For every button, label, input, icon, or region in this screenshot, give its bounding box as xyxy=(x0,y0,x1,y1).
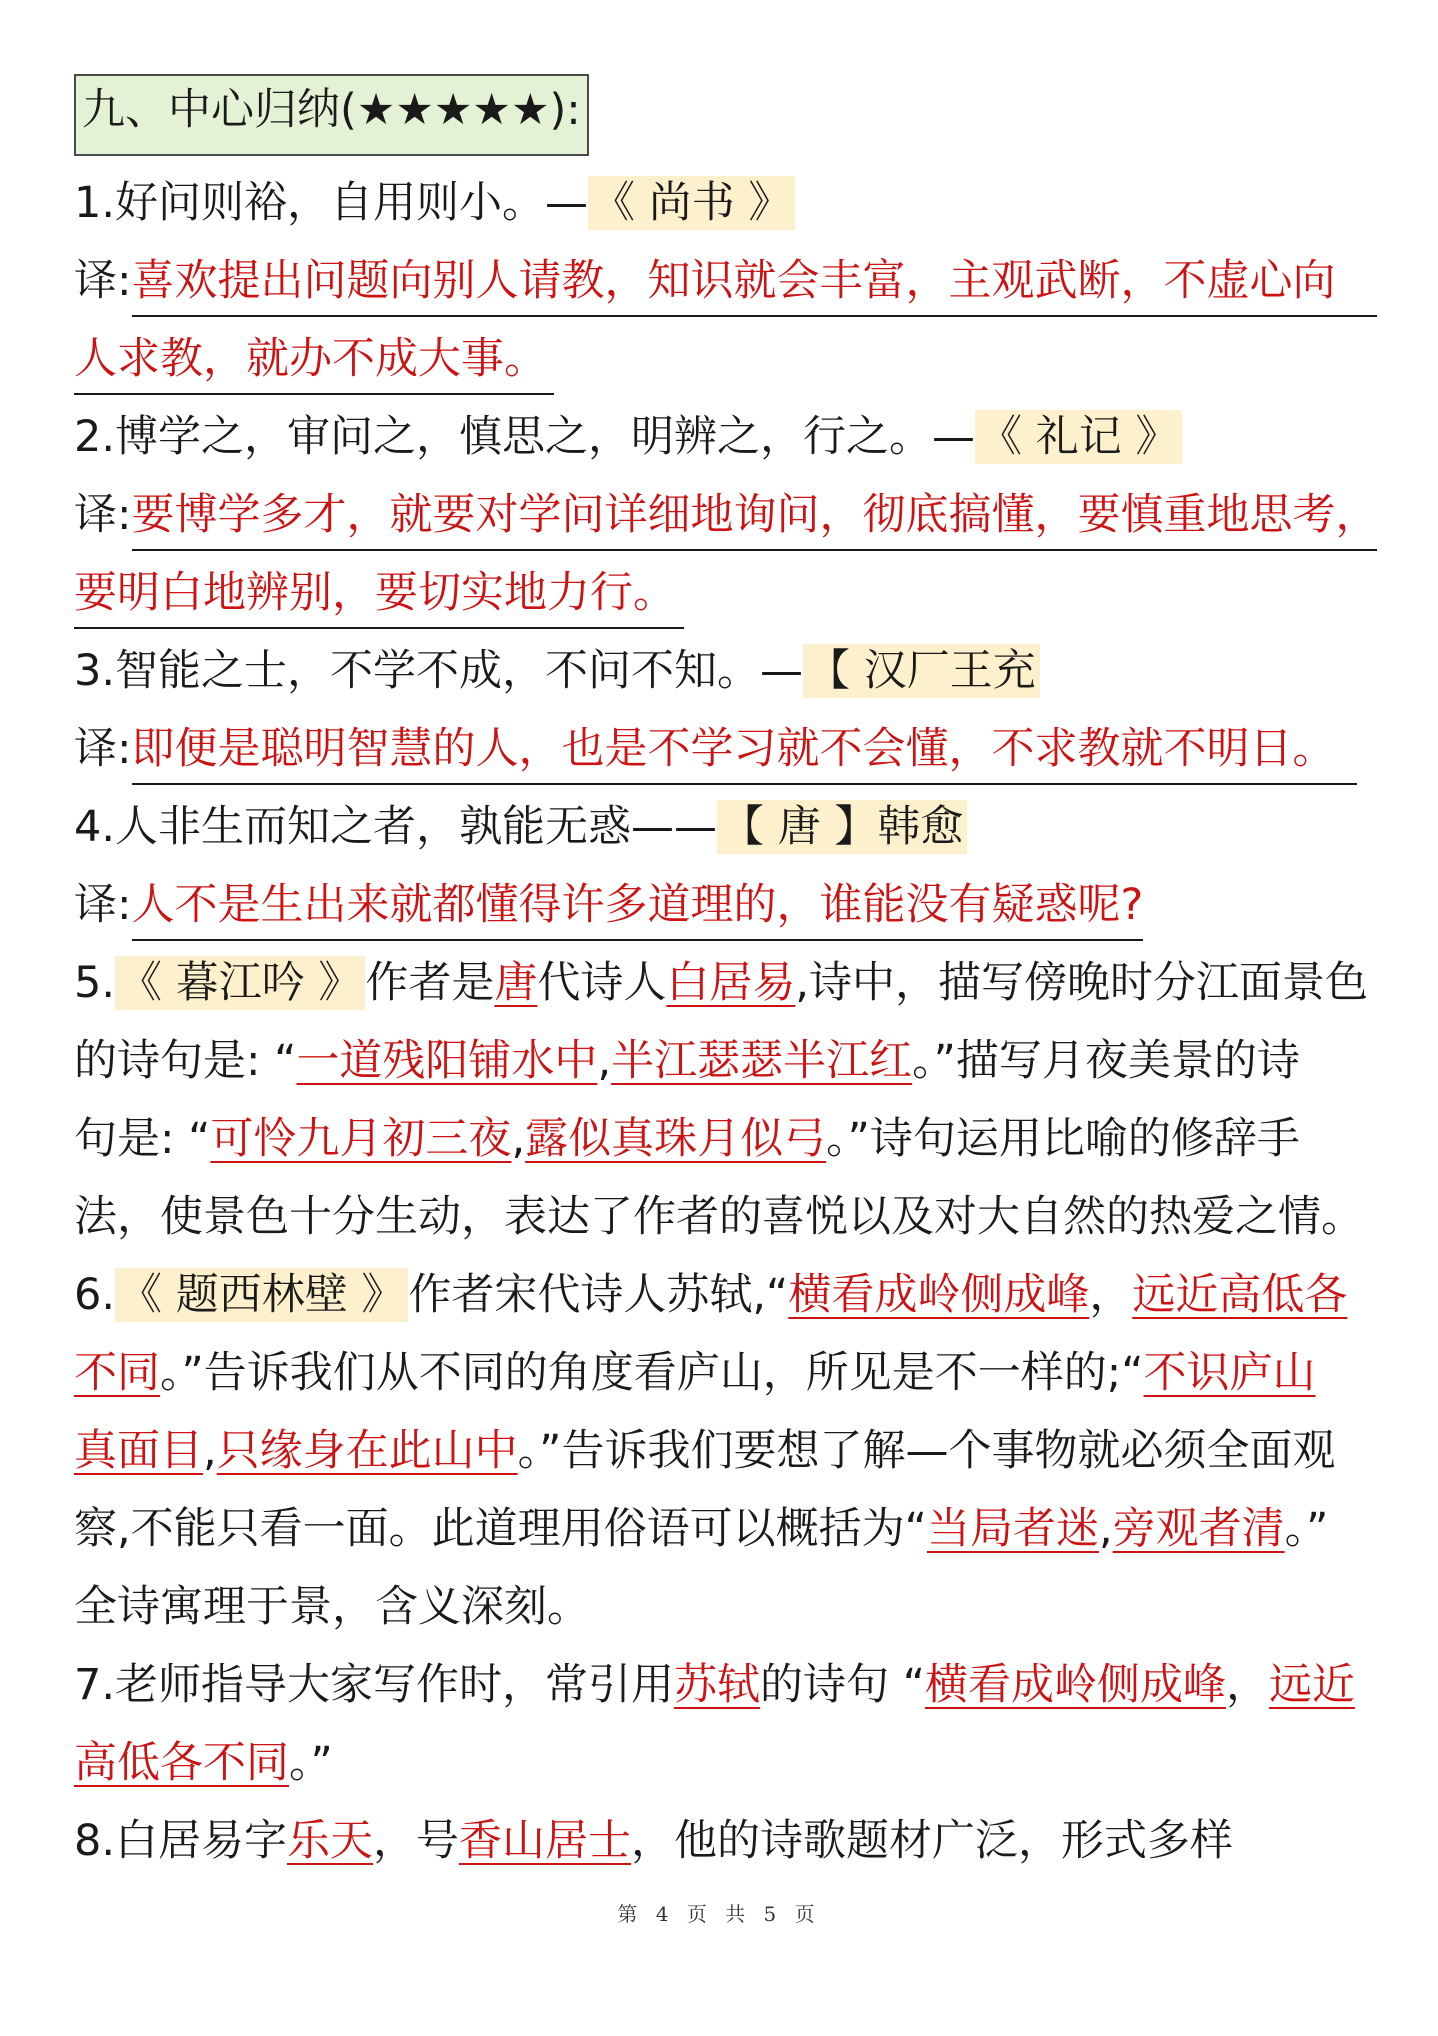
item-6-line-3 xyxy=(74,1412,1374,1490)
answer: 一道残阳铺水中 xyxy=(296,1036,598,1086)
answer: 旁观者清 xyxy=(1112,1504,1285,1554)
text: 。”描写月夜美景的诗 xyxy=(912,1036,1300,1086)
translation-text: 人求教，就办不成大事。 xyxy=(74,325,554,395)
text: , xyxy=(597,1036,612,1086)
item-1-text: 1.好问则裕，自用则小。— xyxy=(74,178,589,228)
answer: 香山居士 xyxy=(459,1816,632,1866)
item-7-line-2 xyxy=(74,1724,1374,1802)
text: 。”告诉我们从不同的角度看庐山，所见是不一样的;“ xyxy=(160,1348,1144,1398)
item-7-line-1 xyxy=(74,1646,1374,1724)
text: 的诗句 “ xyxy=(760,1660,925,1710)
answer: 远近高低各 xyxy=(1132,1270,1348,1320)
answer: 不同 xyxy=(74,1348,160,1398)
answer: 横看成岭侧成峰 xyxy=(924,1660,1226,1710)
text: 法，使景色十分生动，表达了作者的喜悦以及对大自然的热爱之情。 xyxy=(74,1192,1364,1242)
translation-label: 译: xyxy=(74,256,132,306)
item-3 xyxy=(74,632,1374,710)
answer: 可怜九月初三夜 xyxy=(210,1114,512,1164)
item-8-line-1 xyxy=(74,1802,1374,1880)
page-content xyxy=(74,74,1379,1880)
text: 。” xyxy=(289,1738,333,1788)
translation-text: 人不是生出来就都懂得许多道理的，谁能没有疑惑呢? xyxy=(132,871,1144,941)
text: ， xyxy=(1089,1270,1133,1320)
item-5-line-3 xyxy=(74,1100,1374,1178)
answer: 白居易 xyxy=(666,958,796,1008)
answer: 乐天 xyxy=(287,1816,374,1866)
item-5-number: 5. xyxy=(74,958,116,1008)
text: 察,不能只看一面。此道理用俗语可以概括为“ xyxy=(74,1504,927,1554)
text: 句是: “ xyxy=(74,1114,211,1164)
item-2-translation-cont xyxy=(74,554,1374,632)
section-heading: 九、中心归纳(★★★★★): xyxy=(74,74,589,156)
text: , xyxy=(203,1426,217,1476)
answer: 半江瑟瑟半江红 xyxy=(611,1036,913,1086)
item-2 xyxy=(74,398,1374,476)
answer: 只缘身在此山中 xyxy=(216,1426,518,1476)
translation-label: 译: xyxy=(74,724,132,774)
item-3-translation xyxy=(74,710,1374,788)
translation-label: 译: xyxy=(74,880,132,930)
text: 8.白居易字 xyxy=(74,1816,288,1866)
answer: 苏轼 xyxy=(674,1660,761,1710)
translation-text: 喜欢提出问题向别人请教，知识就会丰富，主观武断，不虚心向 xyxy=(132,247,1377,317)
text: ,诗中，描写傍晚时分江面景色 xyxy=(795,958,1369,1008)
text: , xyxy=(511,1114,526,1164)
item-4-source: 【 唐 】韩愈 xyxy=(717,800,967,854)
item-5-line-1 xyxy=(74,944,1374,1022)
item-5-line-4 xyxy=(74,1178,1374,1256)
translation-text: 要博学多才，就要对学问详细地询问，彻底搞懂，要慎重地思考， xyxy=(132,481,1377,551)
item-6-line-5 xyxy=(74,1568,1374,1646)
text: 作者宋代诗人苏轼,“ xyxy=(408,1270,789,1320)
item-4-translation xyxy=(74,866,1374,944)
answer: 真面目 xyxy=(74,1426,203,1476)
answer: 横看成岭侧成峰 xyxy=(788,1270,1090,1320)
item-6-number: 6. xyxy=(74,1270,116,1320)
item-1-translation-cont xyxy=(74,320,1374,398)
item-3-text: 3.智能之士，不学不成，不问不知。— xyxy=(74,646,804,696)
answer: 远近 xyxy=(1268,1660,1355,1710)
item-4-text: 4.人非生而知之者，孰能无惑—— xyxy=(74,802,718,852)
item-3-source: 【 汉厂王充 xyxy=(803,644,1040,698)
item-6-line-4 xyxy=(74,1490,1374,1568)
page-footer: 第 4 页 共 5 页 xyxy=(617,1902,821,1926)
text: , xyxy=(1098,1504,1113,1554)
text: 7.老师指导大家写作时，常引用 xyxy=(74,1660,675,1710)
text: 。”告诉我们要想了解—个事物就必须全面观 xyxy=(517,1426,1336,1476)
translation-text: 即便是聪明智慧的人，也是不学习就不会懂，不求教就不明日。 xyxy=(132,715,1357,785)
text: 。”诗句运用比喻的修辞手 xyxy=(826,1114,1300,1164)
item-5-title: 《 暮江吟 》 xyxy=(115,956,365,1010)
answer: 不识庐山 xyxy=(1143,1348,1316,1398)
item-1-source: 《 尚书 》 xyxy=(588,176,795,230)
text: 全诗寓理于景，含义深刻。 xyxy=(74,1582,590,1632)
text: 。” xyxy=(1284,1504,1329,1554)
item-2-translation xyxy=(74,476,1379,554)
item-5-line-2 xyxy=(74,1022,1374,1100)
answer: 唐 xyxy=(494,958,538,1008)
item-1 xyxy=(74,164,1374,242)
text: 的诗句是: “ xyxy=(74,1036,297,1086)
item-4 xyxy=(74,788,1374,866)
text: ，他的诗歌题材广泛，形式多样 xyxy=(631,1816,1234,1866)
answer: 高低各不同 xyxy=(74,1738,289,1788)
item-6-line-1 xyxy=(74,1256,1374,1334)
item-1-translation xyxy=(74,242,1374,320)
translation-text: 要明白地辨别，要切实地力行。 xyxy=(74,559,684,629)
text: ， xyxy=(1225,1660,1269,1710)
answer: 当局者迷 xyxy=(926,1504,1099,1554)
answer: 露似真珠月似弓 xyxy=(525,1114,827,1164)
item-6-line-2 xyxy=(74,1334,1374,1412)
item-6-title: 《 题西林壁 》 xyxy=(115,1268,408,1322)
item-2-text: 2.博学之，审问之，慎思之，明辨之，行之。— xyxy=(74,412,976,462)
item-2-source: 《 礼记 》 xyxy=(975,410,1182,464)
text: 代诗人 xyxy=(537,958,667,1008)
translation-label: 译: xyxy=(74,490,132,540)
text: ，号 xyxy=(373,1816,460,1866)
text: 作者是 xyxy=(365,958,495,1008)
